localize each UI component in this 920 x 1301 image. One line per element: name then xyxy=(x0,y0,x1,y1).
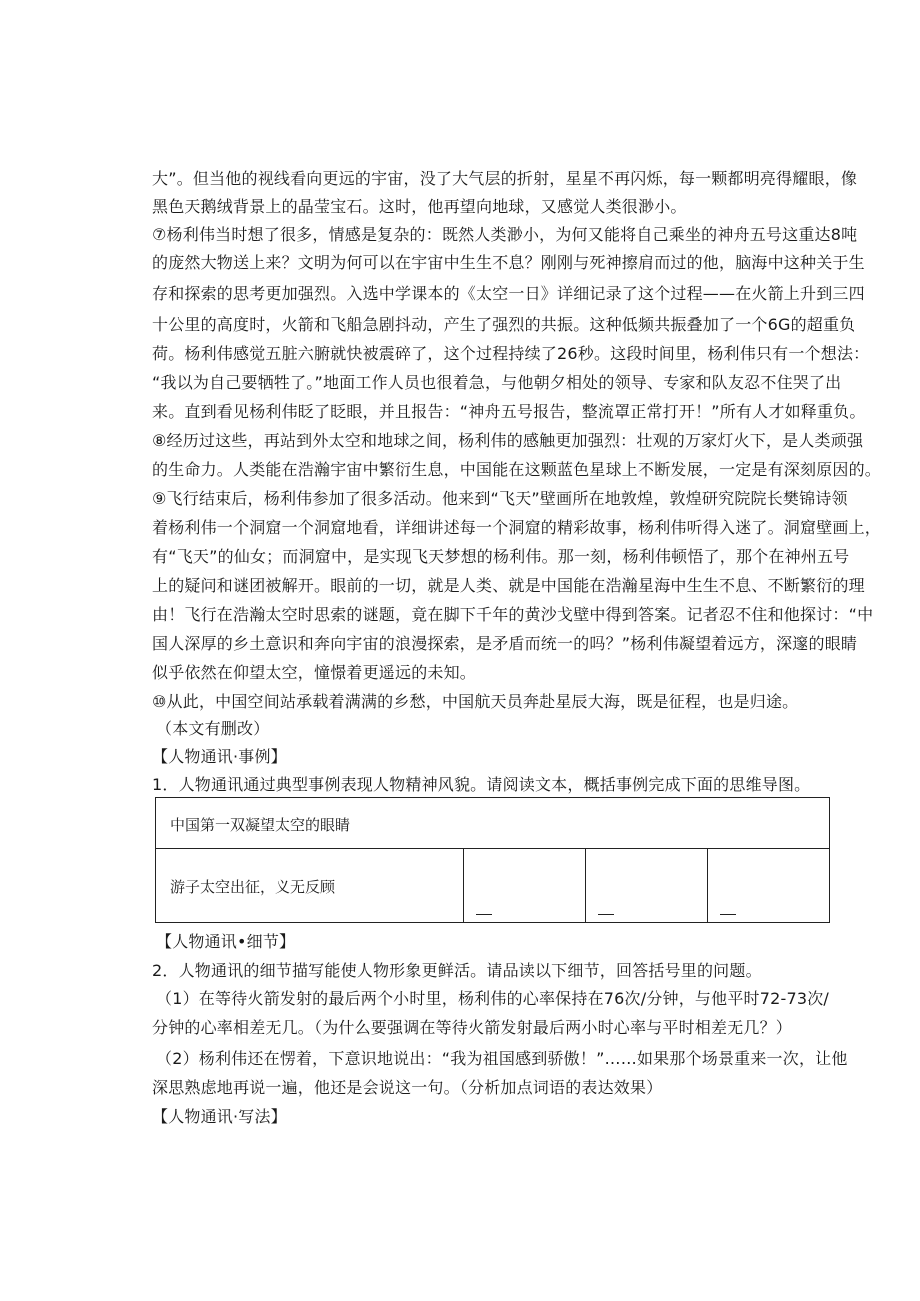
section-heading: 【人物通讯•细节】 xyxy=(156,932,296,951)
paragraph-line: 大”。但当他的视线看向更远的宇宙，没了大气层的折射，星星不再闪烁，每一颗都明亮得耀眼，像 xyxy=(152,169,858,188)
answer-blank xyxy=(476,914,492,915)
source-note: （本文有删改） xyxy=(156,719,270,738)
section-heading: 【人物通讯·写法】 xyxy=(152,1107,287,1126)
paragraph-line: 十公里的高度时，火箭和飞船急剧抖动，产生了强烈的共振。这种低频共振叠加了一个6G的超重负 xyxy=(152,315,856,334)
mind-map-title: 中国第一双凝望太空的眼睛 xyxy=(170,816,351,834)
question-2-1: （1）在等待火箭发射的最后两个小时里，杨利伟的心率保持在76次/分钟，与他平时72-73次/ xyxy=(156,989,830,1008)
answer-blank xyxy=(720,914,736,915)
answer-blank xyxy=(598,914,614,915)
mind-map-table xyxy=(155,797,830,923)
paragraph-line: 黑色天鹅绒背景上的晶莹宝石。这时，他再望向地球，又感觉人类很渺小。 xyxy=(152,197,687,216)
paragraph-line: 来。直到看见杨利伟眨了眨眼，并且报告：“神舟五号报告，整流罩正常打开！”所有人才如释重负。 xyxy=(152,402,866,421)
mind-map-item-label: 游子太空出征，义无反顾 xyxy=(170,878,336,896)
mind-map-title-row xyxy=(156,798,829,849)
paragraph-line: 上的疑问和谜团被解开。眼前的一切，就是人类、就是中国能在浩瀚星海中生生不息、不断繁衍的理 xyxy=(152,576,865,595)
paragraph-line: ⑧经历过这些，再站到外太空和地球之间，杨利伟的感触更加强烈：壮观的万家灯火下，是人类顽强 xyxy=(152,431,864,450)
paragraph-line: 国人深厚的乡土意识和奔向宇宙的浪漫探索，是矛盾而统一的吗？”杨利伟凝望着远方，深邃的眼睛 xyxy=(152,634,858,653)
mind-map-blank-cell[interactable] xyxy=(708,849,829,923)
paragraph-line: 的庞然大物送上来？文明为何可以在宇宙中生生不息？刚刚与死神擦肩而过的他，脑海中这种关于生 xyxy=(152,253,865,272)
paragraph-line: 由！飞行在浩瀚太空时思索的谜题，竟在脚下千年的黄沙戈壁中得到答案。记者忍不住和他探讨：“中 xyxy=(152,605,874,624)
paragraph-line: 似乎依然在仰望太空，憧憬着更遥远的未知。 xyxy=(152,663,477,682)
paragraph-line: 荷。杨利伟感觉五脏六腑就快被震碎了，这个过程持续了26秒。这段时间里，杨利伟只有一个想法： xyxy=(152,344,870,363)
question-2: 2．人物通讯的细节描写能使人物形象更鲜活。请品读以下细节，回答括号里的问题。 xyxy=(152,961,762,980)
question-1: 1．人物通讯通过典型事例表现人物精神风貌。请阅读文本，概括事例完成下面的思维导图。 xyxy=(152,775,811,794)
section-heading: 【人物通讯·事例】 xyxy=(152,747,287,766)
mind-map-blank-cell[interactable] xyxy=(464,849,586,923)
paragraph-line: 着杨利伟一个洞窟一个洞窟地看，详细讲述每一个洞窟的精彩故事，杨利伟听得入迷了。洞窟壁画上， xyxy=(152,518,882,537)
question-2-1-cont: 分钟的心率相差无几。（为什么要强调在等待火箭发射最后两小时心率与平时相差无几？） xyxy=(152,1018,793,1037)
paragraph-line: ⑦杨利伟当时想了很多，情感是复杂的：既然人类渺小，为何又能将自己乘坐的神舟五号这重达8吨 xyxy=(152,225,858,244)
paragraph-line: 的生命力。人类能在浩瀚宇宙中繁衍生息，中国能在这颗蓝色星球上不断发展，一定是有深刻原因的。 xyxy=(152,460,882,479)
mind-map-item-cell xyxy=(156,849,464,923)
question-2-2-cont: 深思熟虑地再说一遍，他还是会说这一句。（分析加点词语的表达效果） xyxy=(152,1078,663,1097)
question-2-2: （2）杨利伟还在愣着，下意识地说出：“我为祖国感到骄傲！”……如果那个场景重来一次，让他 xyxy=(156,1049,848,1068)
paragraph-line: ⑩从此，中国空间站承载着满满的乡愁，中国航天员奔赴星辰大海，既是征程，也是归途。 xyxy=(152,692,799,711)
paragraph-line: ⑨飞行结束后，杨利伟参加了很多活动。他来到“飞天”壁画所在地敦煌，敦煌研究院院长樊锦诗领 xyxy=(152,489,848,508)
mind-map-blank-cell[interactable] xyxy=(586,849,708,923)
paragraph-line: 有“飞天”的仙女；而洞窟中，是实现飞天梦想的杨利伟。那一刻，杨利伟顿悟了，那个在神州五号 xyxy=(152,547,850,566)
paragraph-line: 存和探索的思考更加强烈。入选中学课本的《太空一日》详细记录了这个过程——在火箭上升到三四 xyxy=(152,284,865,303)
paragraph-line: “我以为自己要牺牲了。”地面工作人员也很着急，与他朝夕相处的领导、专家和队友忍不住哭了出 xyxy=(152,373,842,392)
